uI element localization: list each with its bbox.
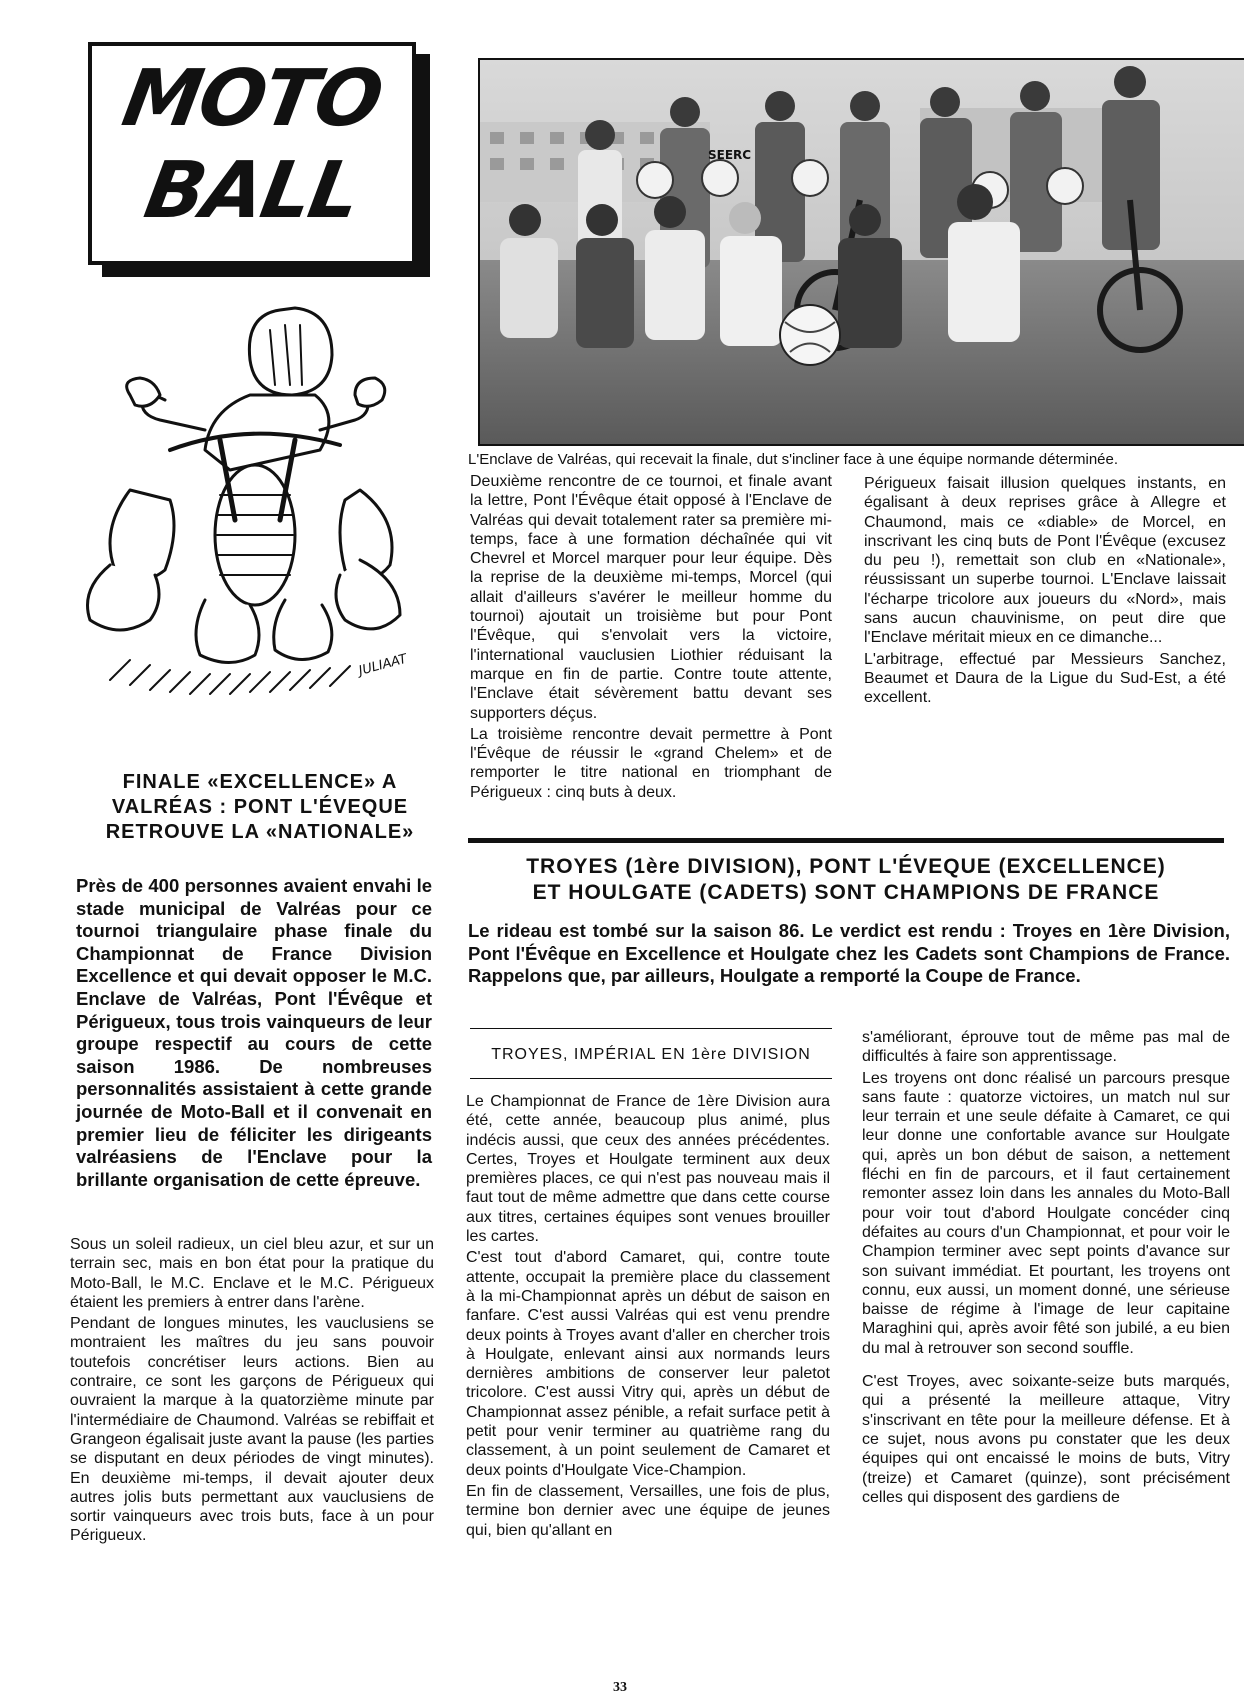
subheading-rule-top xyxy=(470,1028,832,1029)
heading-line: ET HOULGATE (CADETS) SONT CHAMPIONS DE FRANCE xyxy=(532,881,1160,904)
artist-signature: JULIAAT xyxy=(357,651,409,679)
left-article-continuation-col2 xyxy=(864,474,1226,708)
left-article-lead: Près de 400 personnes avaient envahi le stade municipal de Valréas pour ce tournoi triangulaire phase finale du Championnat de France Division Excellence et qui devait opposer le M.C. Enclave de Valréas, Pont l'Évêque et Périgueux, tous trois vainqueurs de leur groupe respectif au cours de cette saison 1986. De nombreuses personnalités assistaient à cette grande journée de Moto-Ball et il convenait en premier lieu de féliciter les dirigeants valréasiens de l'Enclave pour la brillante organisation de cette épreuve. xyxy=(76,875,432,1190)
paragraph: C'est tout d'abord Camaret, qui, contre toute attente, occupait la première place du classement à la mi-Championnat après un début de saison en fanfare. C'est aussi Valréas qui est venu prendre deux points à Troyes avant d'aller en chercher trois à Houlgate, enlevant ainsi aux normands leurs dernières ambitions de conserver leur paletot tricolore. C'est aussi Vitry qui, après un début de Championnat assez pénible, a refait surface petit à petit pour venir terminer au quatrième rang du classement, à un point seulement de Camaret et deux points d'Houlgate Vice-Champion. xyxy=(466,1249,830,1479)
main-article-standfirst: Le rideau est tombé sur la saison 86. Le verdict est rendu : Troyes en 1ère Division, Pont l'Évêque en Excellence et Houlgate chez les Cadets sont Champions de France. Rappelons que, par ailleurs, Houlgate a remporté la Coupe de France. xyxy=(468,920,1230,986)
left-article-continuation-col1 xyxy=(470,472,832,802)
paragraph: Pendant de longues minutes, les vauclusiens se montraient les maîtres du jeu sans pouvoir toutefois concrétiser leurs actions. Bien au contraire, ce sont les garçons de Périgueux qui ouvraient la marque à la quatorzième minute par l'intermédiaire de Chaumond. Valréas se rebiffait et Grangeon égalisait juste avant la pause (les parties se disputant en deux périodes de vingt minutes). En deuxième mi-temps, il devait ajouter deux autres jolis buts permettant aux vauclusiens de sortir vainqueurs avec trois buts, face à un pour Périgueux. xyxy=(70,1315,434,1545)
section-divider xyxy=(468,838,1224,843)
main-article-col1 xyxy=(466,1092,830,1540)
paragraph: En fin de classement, Versailles, une fois de plus, termine bon dernier avec une équipe de jeunes qui, bien qu'allant en xyxy=(466,1482,830,1539)
heading-line: RETROUVE LA «NATIONALE» xyxy=(105,821,415,843)
title-line-1: MOTO xyxy=(116,54,388,144)
main-article-subheading: TROYES, IMPÉRIAL EN 1ère DIVISION xyxy=(491,1046,811,1063)
team-photo xyxy=(478,58,1244,446)
photo-caption: L'Enclave de Valréas, qui recevait la finale, dut s'incliner face à une équipe normande déterminée. xyxy=(468,451,1119,468)
heading-line: FINALE «EXCELLENCE» A xyxy=(122,771,398,793)
paragraph: Les troyens ont donc réalisé un parcours presque sans faute : quatorze victoires, un match nul sur leur terrain et une seule défaite à Camaret, ce qui leur donne une confortable avance sur Houlgate qui, après un bon début de saison, a nettement fléchi en fin de parcours, et il faut certainement remonter assez loin dans les annales du Moto-Ball pour voir tout d'abord Houlgate concéder cinq défaites au cours d'un Championnat, et pour voir le Champion terminer avec sept points d'avance sur son suivant immédiat. Et pourtant, les troyens ont connu, eux aussi, un moment donné, une sérieuse baisse de régime à l'image de leur capitaine Maraghini qui, après avoir fêté son jubilé, a eu bien du mal à retrouver son second souffle. xyxy=(862,1069,1230,1357)
main-article-heading xyxy=(468,854,1224,906)
paragraph: Sous un soleil radieux, un ciel bleu azur, et sur un terrain sec, mais en bon état pour la pratique du Moto-Ball, le M.C. Enclave et le M.C. Périgueux étaient les premiers à entrer dans l'arène. xyxy=(70,1236,434,1311)
page-number: 33 xyxy=(613,1680,627,1695)
paragraph: L'arbitrage, effectué par Messieurs Sanchez, Beaumet et Daura de la Ligue du Sud-Est, a été excellent. xyxy=(864,650,1226,707)
heading-line: TROYES (1ère DIVISION), PONT L'ÉVEQUE (EXCELLENCE) xyxy=(526,855,1166,878)
motoball-rider-illustration xyxy=(70,300,450,760)
title-line-2: BALL xyxy=(138,146,366,236)
left-article-body xyxy=(70,1235,434,1546)
subheading-rule-bottom xyxy=(470,1078,832,1079)
paragraph: La troisième rencontre devait permettre à Pont l'Évêque de réussir le «grand Chelem» et de remporter le titre national en triomphant de Périgueux : cinq buts à deux. xyxy=(470,725,832,801)
jersey-text: SEERC xyxy=(708,148,752,162)
paragraph: Périgueux faisait illusion quelques instants, en égalisant à deux reprises grâce à Allegre et Chaumond, mais ce «diable» de Morcel, en inscrivant les cinq buts de Pont l'Évêque (excusez du peu !), remettait son club en «Nationale», réussissant un superbe tournoi. L'Enclave laissait l'écharpe tricolore aux joueurs du «Nord», mais sans aucun chauvinisme, on peut dire que l'Enclave méritait mieux en ce dimanche... xyxy=(864,475,1226,647)
main-article-col2 xyxy=(862,1028,1230,1507)
paragraph: s'améliorant, éprouve tout de même pas mal de difficultés à faire son apprentissage. xyxy=(862,1029,1230,1066)
team-photo-illustration xyxy=(480,60,1244,444)
cartoon-drawing xyxy=(70,300,450,760)
paragraph: Deuxième rencontre de ce tournoi, et finale avant la lettre, Pont l'Évêque était opposé à l'Enclave de Valréas qui devait totalement rater sa première mi-temps, face à une formation déchaînée qui vit Chevrel et Morcel marquer pour leur équipe. Dès la reprise de la deuxième mi-temps, Morcel (qui allait d'ailleurs s'avérer le meilleur homme du tournoi) ajoutait un troisième but pour Pont l'Évêque, qui s'envolait vers la victoire, l'international vauclusien Liothier réduisant la marque en fin de partie. Contre toute attente, l'Enclave était sévèrement battu devant ses supporters déçus. xyxy=(470,473,832,722)
paragraph: C'est Troyes, avec soixante-seize buts marqués, qui a présenté la meilleure attaque, Vitry s'inscrivant en tête pour la meilleure défense. Et à ce sujet, nous avons pu constater que les deux équipes qui ont encaissé le moins de buts, Vitry (treize) et Camaret (quinze), sont précisément celles qui disposent des gardiens de xyxy=(862,1373,1230,1506)
left-article-heading xyxy=(80,770,440,845)
title-box xyxy=(88,42,416,265)
paragraph: Le Championnat de France de 1ère Division aura été, cette année, beaucoup plus animé, plus indécis aussi, que ceux des années précédentes. Certes, Troyes et Houlgate terminent aux deux premières places, ce qui n'est pas nouveau mais il faut tout de même admettre que dans cette course aux titres, certaines équipes sont venues brouiller les cartes. xyxy=(466,1093,830,1246)
heading-line: VALRÉAS : PONT L'ÉVEQUE xyxy=(111,796,409,818)
